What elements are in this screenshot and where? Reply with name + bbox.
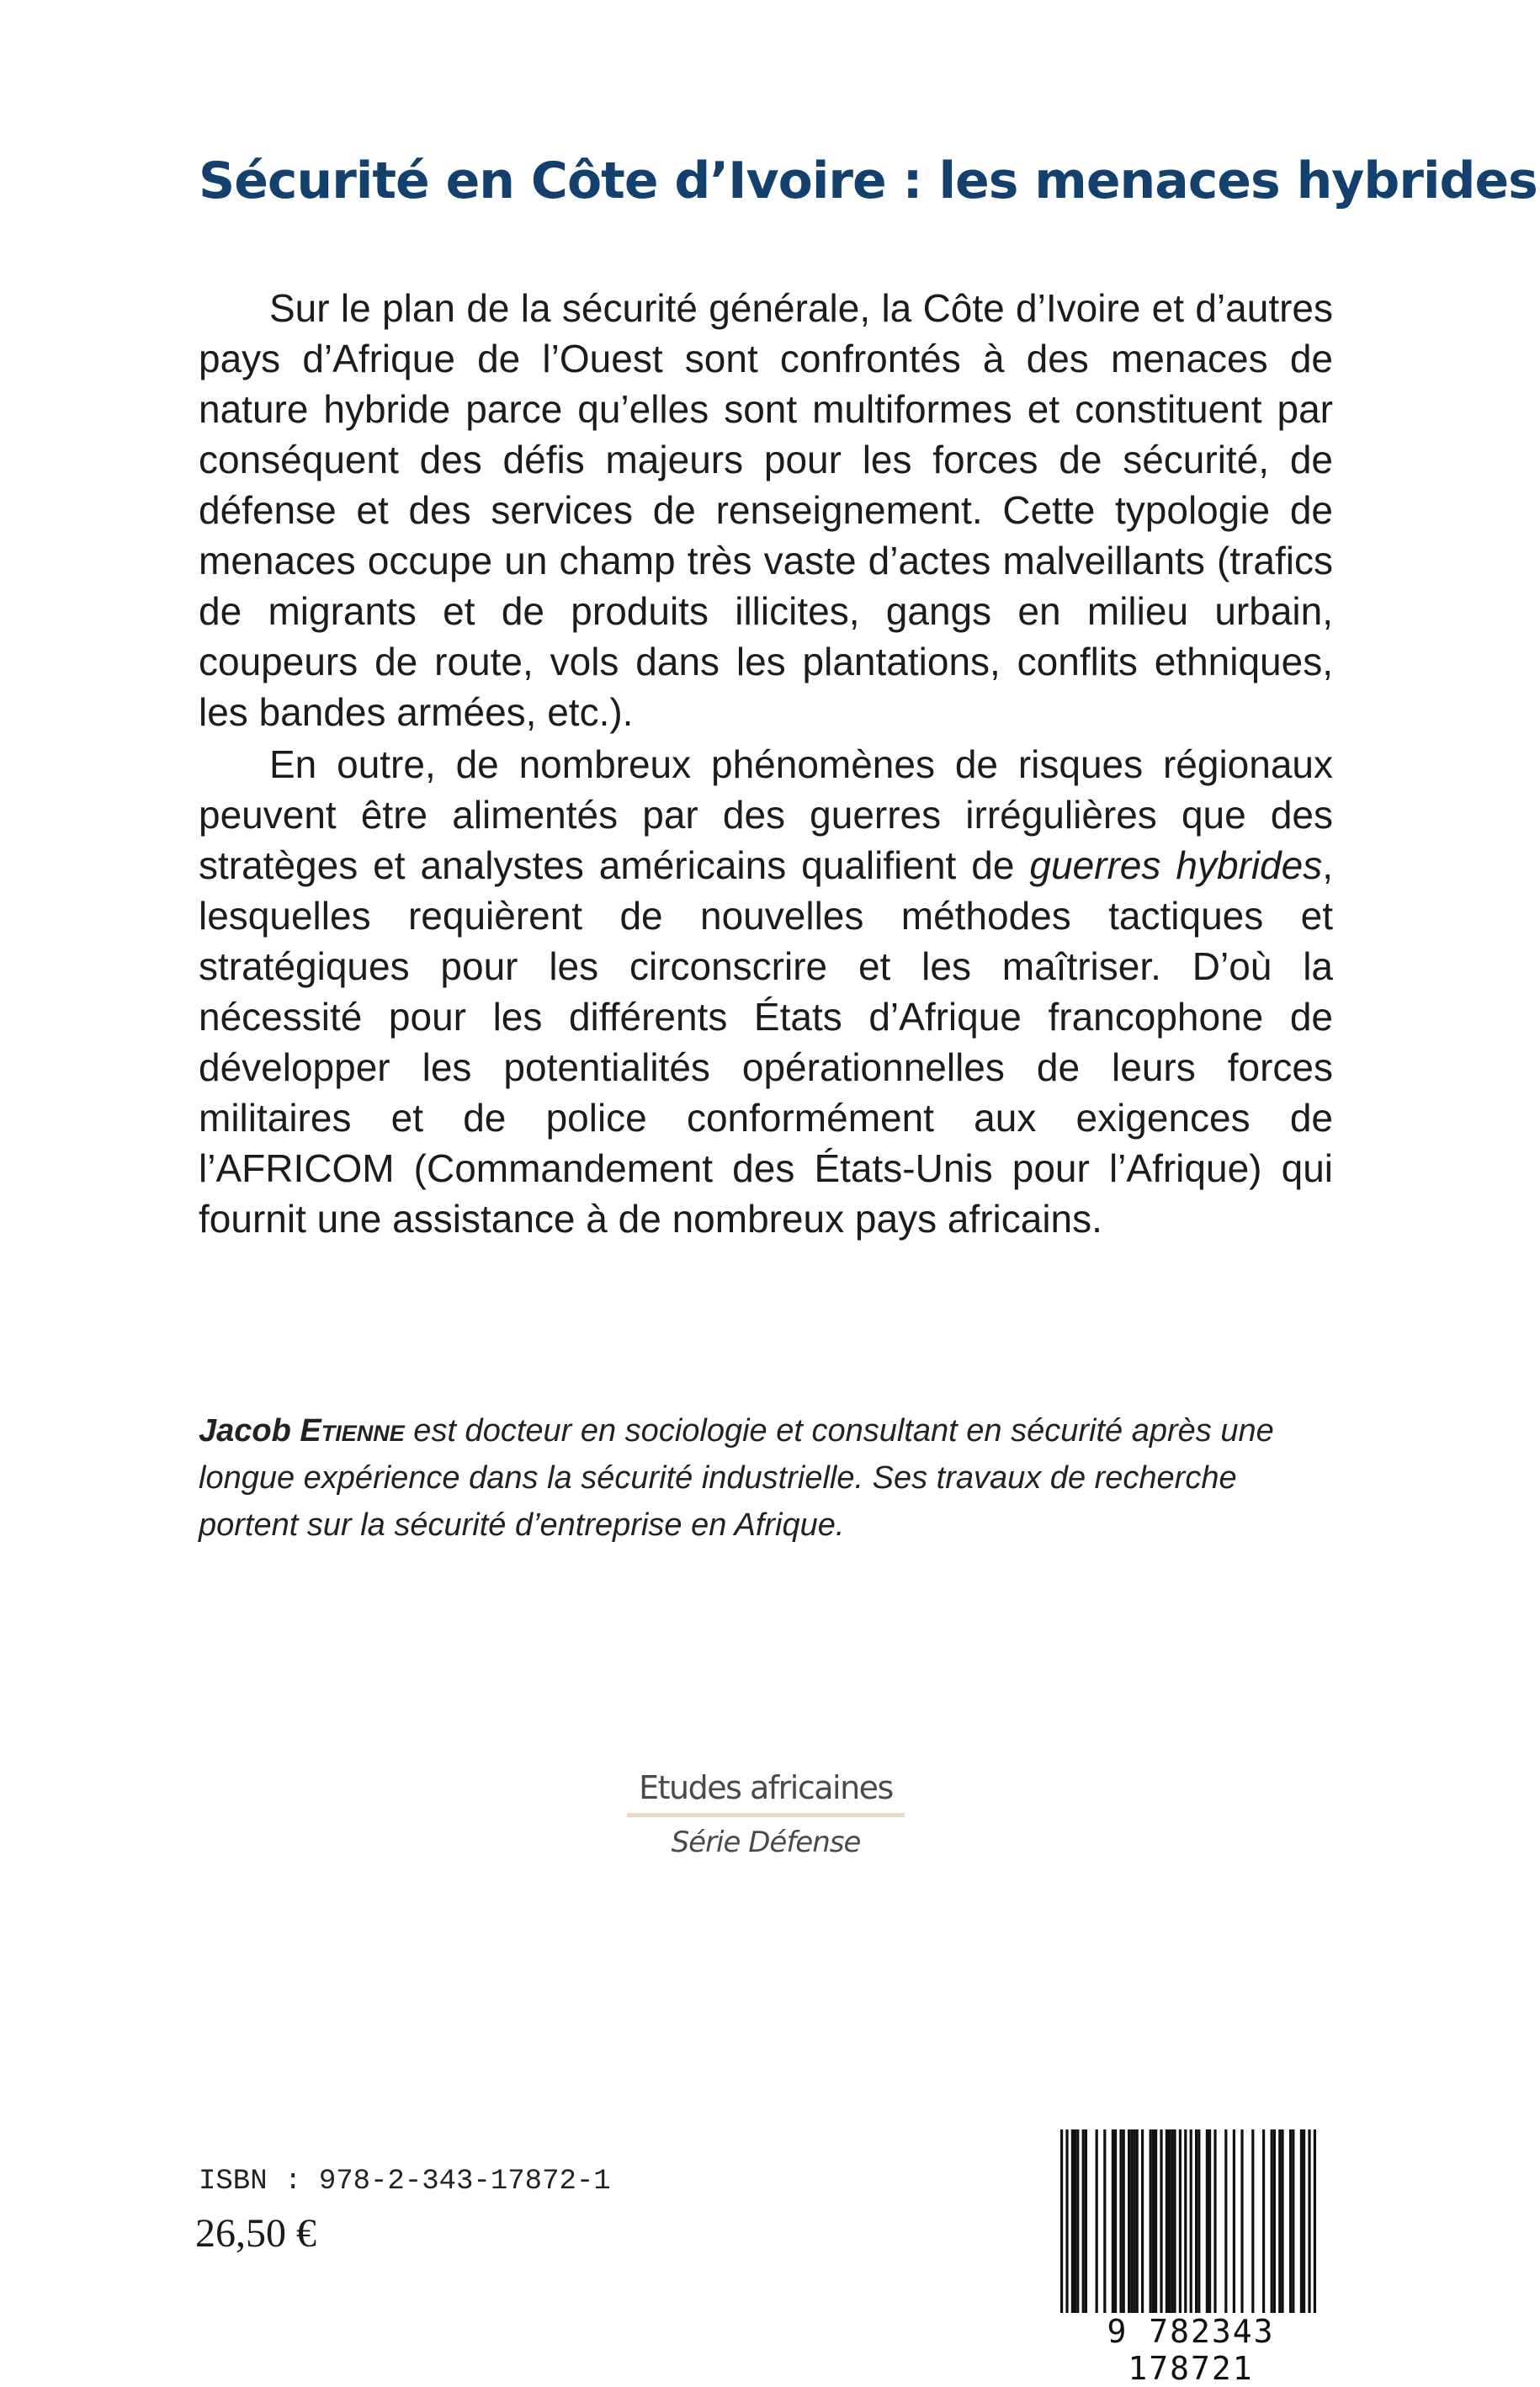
price-label: 26,50 € — [195, 2211, 316, 2256]
barcode-bar — [1074, 2129, 1076, 2313]
barcode-bar — [1197, 2129, 1200, 2313]
barcode-bar — [1114, 2129, 1117, 2313]
barcode-bar — [1303, 2129, 1305, 2313]
barcode-bar — [1128, 2129, 1130, 2313]
barcode-bar — [1278, 2129, 1281, 2313]
barcode-bar — [1119, 2129, 1122, 2313]
barcode-bar — [1136, 2129, 1139, 2313]
barcode-bar — [1190, 2129, 1192, 2328]
barcode-bar — [1103, 2129, 1106, 2313]
barcode-bar — [1300, 2129, 1303, 2313]
barcode-bar — [1155, 2129, 1157, 2313]
barcode-bar — [1141, 2129, 1144, 2313]
author-first-name: Jacob — [199, 1413, 291, 1449]
barcode-bar — [1179, 2129, 1182, 2313]
barcode-bar — [1166, 2129, 1168, 2313]
barcode-bar — [1150, 2129, 1152, 2313]
barcode-bar — [1130, 2129, 1133, 2313]
barcode-bar — [1262, 2129, 1265, 2313]
collection-series: Série Défense — [671, 1826, 861, 1859]
barcode-bar — [1168, 2129, 1171, 2313]
barcode-bar — [1271, 2129, 1273, 2313]
barcode-bar — [1152, 2129, 1155, 2313]
barcode-bar — [1173, 2129, 1176, 2313]
barcode-bar — [1233, 2129, 1235, 2313]
barcode-bar — [1085, 2129, 1087, 2313]
barcode-bar — [1224, 2129, 1227, 2313]
barcode-bar — [1208, 2129, 1211, 2313]
barcode-bar — [1289, 2129, 1292, 2313]
back-cover-summary — [199, 283, 1333, 1244]
barcode-bar — [1112, 2129, 1114, 2313]
collection-block — [589, 1769, 943, 1859]
summary-paragraph-1: Sur le plan de la sécurité générale, la Côte d’Ivoire et d’autres pays d’Afrique de l’Ouest sont confrontés à des menaces de nature hybride parce qu’elles sont multiformes et constituent par conséquent des défis majeurs pour les forces de sécurité, de défense et des services de renseignement. Cette typologie de menaces occupe un champ très vaste d’actes malveillants (trafics de migrants et de produits illicites, gangs en milieu urbain, coupeurs de route, vols dans les plantations, conflits ethniques, les bandes armées, etc.). — [199, 286, 1333, 734]
barcode-bar — [1314, 2129, 1316, 2328]
barcode-bar — [1065, 2129, 1068, 2328]
barcode-bar — [1060, 2129, 1063, 2328]
barcode-bar — [1308, 2129, 1310, 2328]
author-last-name: Etienne — [300, 1413, 405, 1449]
barcode-bar — [1213, 2129, 1216, 2313]
barcode-bar — [1292, 2129, 1294, 2313]
summary-paragraph-2-end: , lesquelles requièrent de nouvelles méthodes tactiques et stratégiques pour les circonscrire et les maîtriser. D’où la nécessité pour les différents États d’Afrique francophone de développer les potentialités opérationnelles de leurs forces militaires et de police conformément aux exigences de l’AFRICOM (Commandement des États-Unis pour l’Afrique) qui fournit une assistance à de nombreux pays africains. — [199, 843, 1334, 1241]
barcode-bar — [1082, 2129, 1085, 2313]
barcode-bar — [1206, 2129, 1208, 2313]
barcode-bar — [1281, 2129, 1283, 2313]
barcode-bar — [1273, 2129, 1276, 2313]
barcode-bar — [1160, 2129, 1162, 2313]
barcode-bar — [1133, 2129, 1135, 2313]
isbn-label: ISBN : 978-2-343-17872-1 — [199, 2166, 611, 2198]
barcode-bar — [1123, 2129, 1125, 2313]
book-title: Sécurité en Côte d’Ivoire : les menaces hybrides — [199, 152, 1537, 210]
author-bio-text: est docteur en sociologie et consultant en sécurité après une longue expérience dans la sécurité industrielle. Ses travaux de recherche portent sur la sécurité d’entreprise en Afrique. — [199, 1413, 1274, 1543]
barcode-bar — [1076, 2129, 1079, 2313]
barcode-bar — [1251, 2129, 1254, 2313]
collection-name: Etudes africaines — [627, 1769, 905, 1817]
barcode-bar — [1096, 2129, 1098, 2313]
barcode-bar — [1195, 2129, 1197, 2313]
barcode — [1052, 2129, 1330, 2387]
barcode-bar — [1171, 2129, 1173, 2313]
barcode-digits: 9 782343 178721 — [1052, 2313, 1330, 2387]
summary-paragraph-2-start: En outre, de nombreux phénomènes de risques régionaux peuvent être alimentés par des guerres irrégulières que des stratèges et analystes américains qualifient de — [199, 742, 1333, 887]
summary-paragraph-2 — [199, 739, 1333, 1244]
author-biography — [199, 1407, 1343, 1549]
barcode-bar — [1071, 2129, 1074, 2313]
summary-emphasis: guerres hybrides — [1029, 843, 1323, 887]
barcode-bar — [1184, 2129, 1187, 2328]
barcode-bar — [1240, 2129, 1243, 2313]
